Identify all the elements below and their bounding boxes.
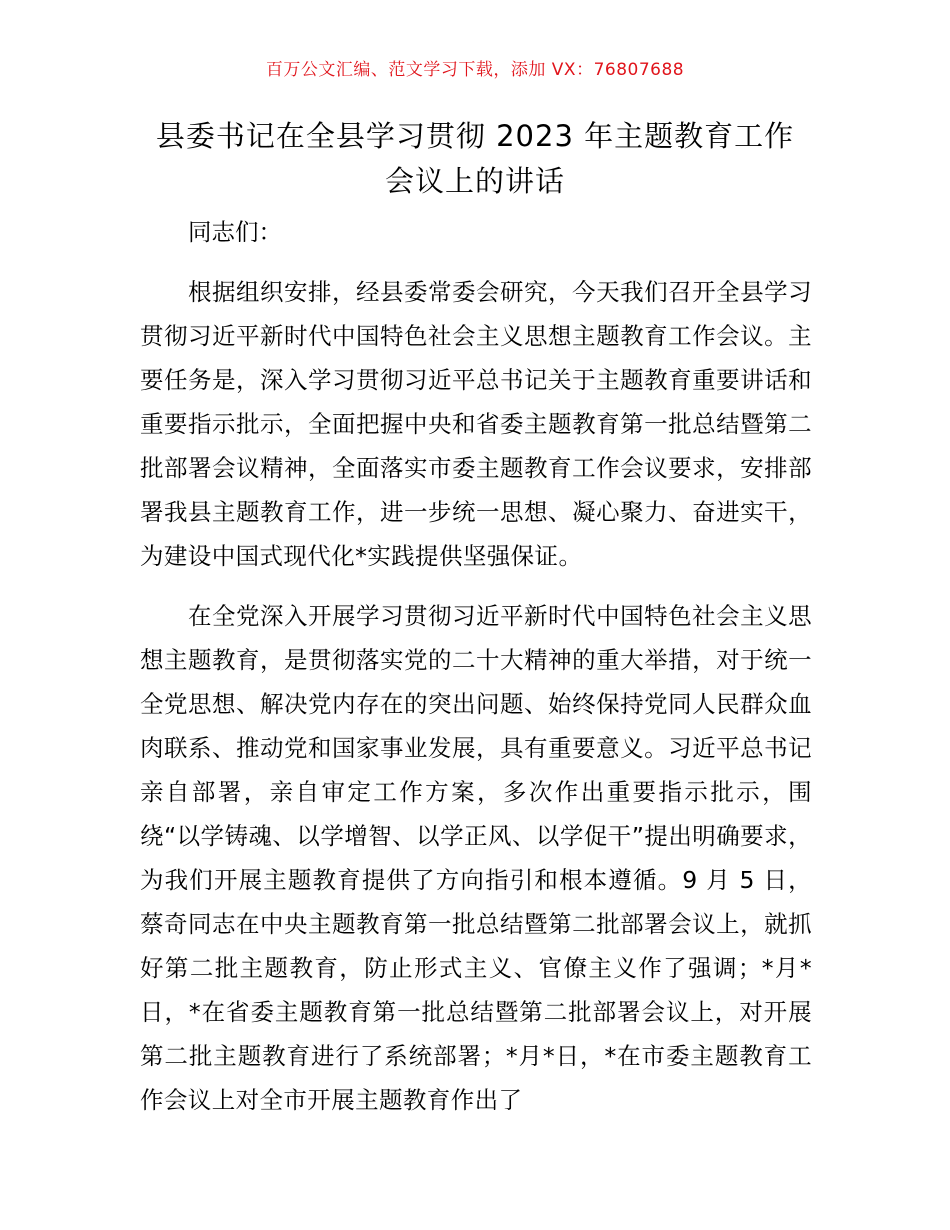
title-line-2: 会议上的讲话 — [384, 164, 565, 198]
document-body — [140, 210, 812, 1138]
watermark-header: 百万公文汇编、范文学习下载，添加 VX：76807688 — [265, 60, 685, 80]
paragraph-1: 根据组织安排，经县委常委会研究，今天我们召开全县学习贯彻习近平新时代中国特色社会主义思想主题教育工作会议。主要任务是，深入学习贯彻习近平总书记关于主题教育重要讲话和重要指示批示，全面把握中央和省委主题教育第一批总结暨第二批部署会议精神，全面落实市委主题教育工作会议要求，安排部署我县主题教育工作，进一步统一思想、凝心聚力、奋进实干，为建设中国式现代化*实践提供坚强保证。 — [140, 278, 812, 570]
title-line-1: 县委书记在全县学习贯彻 2023 年主题教育工作 — [155, 119, 795, 153]
document-title — [100, 114, 850, 204]
paragraph-2: 在全党深入开展学习贯彻习近平新时代中国特色社会主义思想主题教育，是贯彻落实党的二十大精神的重大举措，对于统一全党思想、解决党内存在的突出问题、始终保持党同人民群众血肉联系、推动党和国家事业发展，具有重要意义。习近平总书记亲自部署，亲自审定工作方案，多次作出重要指示批示，围绕“以学铸魂、以学增智、以学正风、以学促干”提出明确要求，为我们开展主题教育提供了方向指引和根本遵循。9 月 5 日，蔡奇同志在中央主题教育第一批总结暨第二批部署会议上，就抓好第二批主题教育，防止形式主义、官僚主义作了强调；*月*日，*在省委主题教育第一批总结暨第二批部署会议上，对开展第二批主题教育进行了系统部署；*月*日，*在市委主题教育工作会议上对全市开展主题教育作出了 — [140, 602, 812, 1114]
salutation: 同志们： — [188, 218, 282, 246]
